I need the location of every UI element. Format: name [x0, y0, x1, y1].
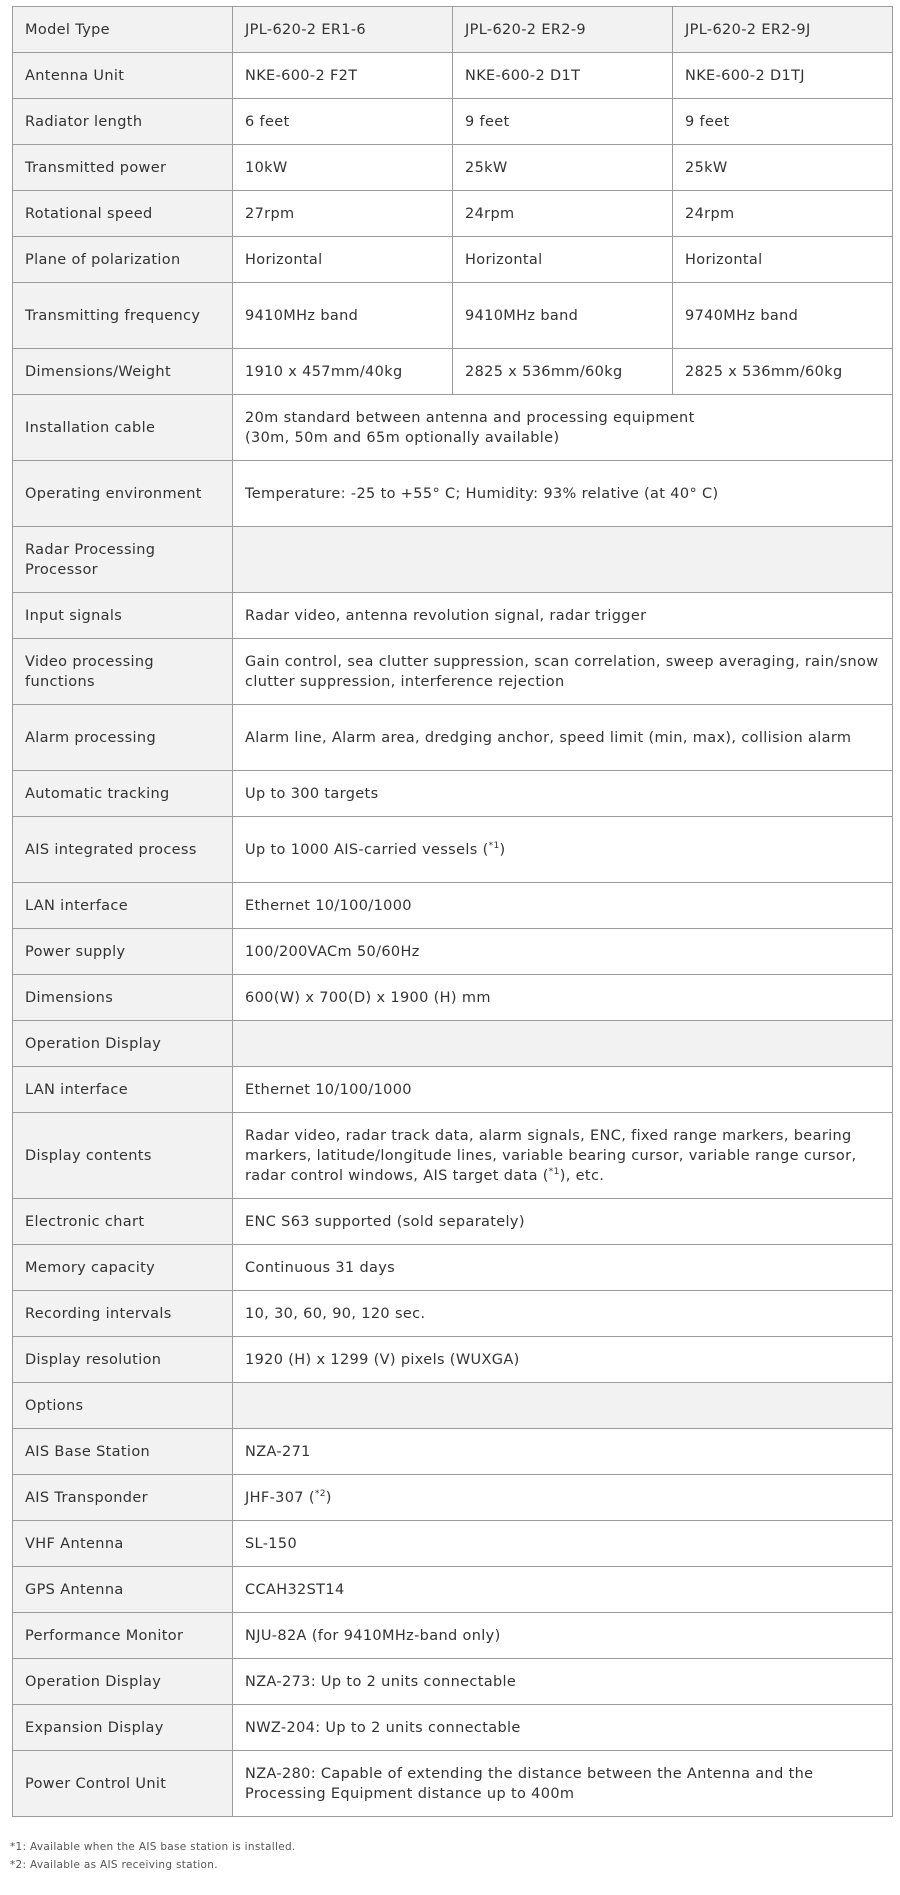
table-row [13, 1521, 893, 1567]
footnote-ref: *1 [548, 1166, 560, 1177]
table-row [13, 349, 893, 395]
table-row [13, 771, 893, 817]
footnote-ref: *2 [314, 1488, 326, 1499]
row-value: 24rpm [453, 191, 673, 237]
table-row [13, 1613, 893, 1659]
table-row [13, 145, 893, 191]
table-row [13, 593, 893, 639]
footnote-1: *1: Available when the AIS base station is installed. [10, 1841, 296, 1853]
table-row [13, 1475, 893, 1521]
row-label: Operating environment [13, 461, 233, 527]
footnote-2: *2: Available as AIS receiving station. [10, 1859, 218, 1871]
value-text: Radar video, radar track data, alarm signals, ENC, fixed range markers, bearing markers, latitude/longitude lines, variable bearing cursor, variable range cursor, radar control windows, AIS target data ( [245, 1127, 857, 1184]
table-row [13, 53, 893, 99]
section-blank [233, 1021, 893, 1067]
table-row [13, 929, 893, 975]
table-row [13, 191, 893, 237]
section-header-processor [13, 527, 893, 593]
value-text-close: ), etc. [559, 1167, 605, 1184]
row-value: NZA-280: Capable of extending the distance between the Antenna and the Processing Equipment distance up to 400m [233, 1751, 893, 1817]
row-value: 2825 x 536mm/60kg [673, 349, 893, 395]
row-label: GPS Antenna [13, 1567, 233, 1613]
table-row [13, 1199, 893, 1245]
row-label: AIS Base Station [13, 1429, 233, 1475]
row-value: 10, 30, 60, 90, 120 sec. [233, 1291, 893, 1337]
row-label: Model Type [13, 7, 233, 53]
row-value: 25kW [673, 145, 893, 191]
table-row [13, 1291, 893, 1337]
table-row [13, 395, 893, 461]
row-value: Gain control, sea clutter suppression, scan correlation, sweep averaging, rain/snow clutter suppression, interference rejection [233, 639, 893, 705]
row-value: Horizontal [453, 237, 673, 283]
row-label: Radiator length [13, 99, 233, 145]
row-value: Continuous 31 days [233, 1245, 893, 1291]
row-label: LAN interface [13, 1067, 233, 1113]
spec-table [12, 6, 893, 1817]
row-label: LAN interface [13, 883, 233, 929]
row-value: NKE-600-2 D1TJ [673, 53, 893, 99]
row-label: Dimensions/Weight [13, 349, 233, 395]
row-label: Power supply [13, 929, 233, 975]
row-value: NZA-273: Up to 2 units connectable [233, 1659, 893, 1705]
table-row [13, 237, 893, 283]
row-label: AIS integrated process [13, 817, 233, 883]
row-value: NKE-600-2 D1T [453, 53, 673, 99]
value-text-close: ) [499, 841, 506, 858]
table-row [13, 1429, 893, 1475]
table-row [13, 461, 893, 527]
row-label: Operation Display [13, 1659, 233, 1705]
row-label: Dimensions [13, 975, 233, 1021]
value-text: JHF-307 ( [245, 1489, 315, 1506]
cable-line-2: (30m, 50m and 65m optionally available) [245, 429, 560, 446]
table-row [13, 1659, 893, 1705]
table-row-model-type [13, 7, 893, 53]
row-label: Antenna Unit [13, 53, 233, 99]
row-label: Transmitted power [13, 145, 233, 191]
row-value: Ethernet 10/100/1000 [233, 1067, 893, 1113]
row-value [233, 817, 893, 883]
table-row [13, 99, 893, 145]
row-value [233, 1475, 893, 1521]
row-label: VHF Antenna [13, 1521, 233, 1567]
row-label: Recording intervals [13, 1291, 233, 1337]
row-value: 9 feet [673, 99, 893, 145]
value-text: Up to 1000 AIS-carried vessels ( [245, 841, 489, 858]
row-label: Performance Monitor [13, 1613, 233, 1659]
row-label: Display contents [13, 1113, 233, 1199]
row-value: Up to 300 targets [233, 771, 893, 817]
row-value: 9410MHz band [233, 283, 453, 349]
table-row [13, 1245, 893, 1291]
section-blank [233, 1383, 893, 1429]
row-label: Alarm processing [13, 705, 233, 771]
row-value: SL-150 [233, 1521, 893, 1567]
table-row [13, 1567, 893, 1613]
row-value: 10kW [233, 145, 453, 191]
row-value: ENC S63 supported (sold separately) [233, 1199, 893, 1245]
row-label: Electronic chart [13, 1199, 233, 1245]
row-value: Horizontal [233, 237, 453, 283]
row-value: 9 feet [453, 99, 673, 145]
table-row [13, 1113, 893, 1199]
table-row [13, 705, 893, 771]
table-row [13, 639, 893, 705]
table-row [13, 883, 893, 929]
row-value: 24rpm [673, 191, 893, 237]
table-row [13, 975, 893, 1021]
cable-line-1: 20m standard between antenna and processing equipment [245, 409, 695, 426]
row-value: 600(W) x 700(D) x 1900 (H) mm [233, 975, 893, 1021]
table-row [13, 1337, 893, 1383]
table-row [13, 283, 893, 349]
row-value: 100/200VACm 50/60Hz [233, 929, 893, 975]
row-value: 9410MHz band [453, 283, 673, 349]
row-value: 2825 x 536mm/60kg [453, 349, 673, 395]
spec-table-container [12, 6, 892, 1817]
row-label: Rotational speed [13, 191, 233, 237]
row-label: Video processing functions [13, 639, 233, 705]
table-row [13, 1705, 893, 1751]
section-header-options [13, 1383, 893, 1429]
row-label: Power Control Unit [13, 1751, 233, 1817]
row-value [233, 1113, 893, 1199]
row-value: Alarm line, Alarm area, dredging anchor, speed limit (min, max), collision alarm [233, 705, 893, 771]
model-column-header: JPL-620-2 ER2-9 [453, 7, 673, 53]
section-blank [233, 527, 893, 593]
row-label: Transmitting frequency [13, 283, 233, 349]
row-value [233, 395, 893, 461]
row-value: CCAH32ST14 [233, 1567, 893, 1613]
row-label: Plane of polarization [13, 237, 233, 283]
row-label: AIS Transponder [13, 1475, 233, 1521]
table-row [13, 817, 893, 883]
row-label: Memory capacity [13, 1245, 233, 1291]
row-value: 1910 x 457mm/40kg [233, 349, 453, 395]
row-value: Radar video, antenna revolution signal, radar trigger [233, 593, 893, 639]
row-label: Automatic tracking [13, 771, 233, 817]
value-text-close: ) [325, 1489, 332, 1506]
row-value: NWZ-204: Up to 2 units connectable [233, 1705, 893, 1751]
section-header-display [13, 1021, 893, 1067]
section-title: Radar Processing Processor [13, 527, 233, 593]
table-row [13, 1751, 893, 1817]
model-column-header: JPL-620-2 ER2-9J [673, 7, 893, 53]
row-label: Display resolution [13, 1337, 233, 1383]
row-value: Temperature: -25 to +55° C; Humidity: 93% relative (at 40° C) [233, 461, 893, 527]
row-label: Installation cable [13, 395, 233, 461]
section-title: Options [13, 1383, 233, 1429]
row-value: 6 feet [233, 99, 453, 145]
row-value: NJU-82A (for 9410MHz-band only) [233, 1613, 893, 1659]
row-value: NZA-271 [233, 1429, 893, 1475]
row-value: Ethernet 10/100/1000 [233, 883, 893, 929]
row-value: NKE-600-2 F2T [233, 53, 453, 99]
row-label: Expansion Display [13, 1705, 233, 1751]
footnotes [10, 1838, 296, 1874]
section-title: Operation Display [13, 1021, 233, 1067]
row-value: 27rpm [233, 191, 453, 237]
model-column-header: JPL-620-2 ER1-6 [233, 7, 453, 53]
table-row [13, 1067, 893, 1113]
row-value: 1920 (H) x 1299 (V) pixels (WUXGA) [233, 1337, 893, 1383]
row-value: 25kW [453, 145, 673, 191]
row-value: Horizontal [673, 237, 893, 283]
footnote-ref: *1 [488, 840, 500, 851]
row-label: Input signals [13, 593, 233, 639]
row-value: 9740MHz band [673, 283, 893, 349]
